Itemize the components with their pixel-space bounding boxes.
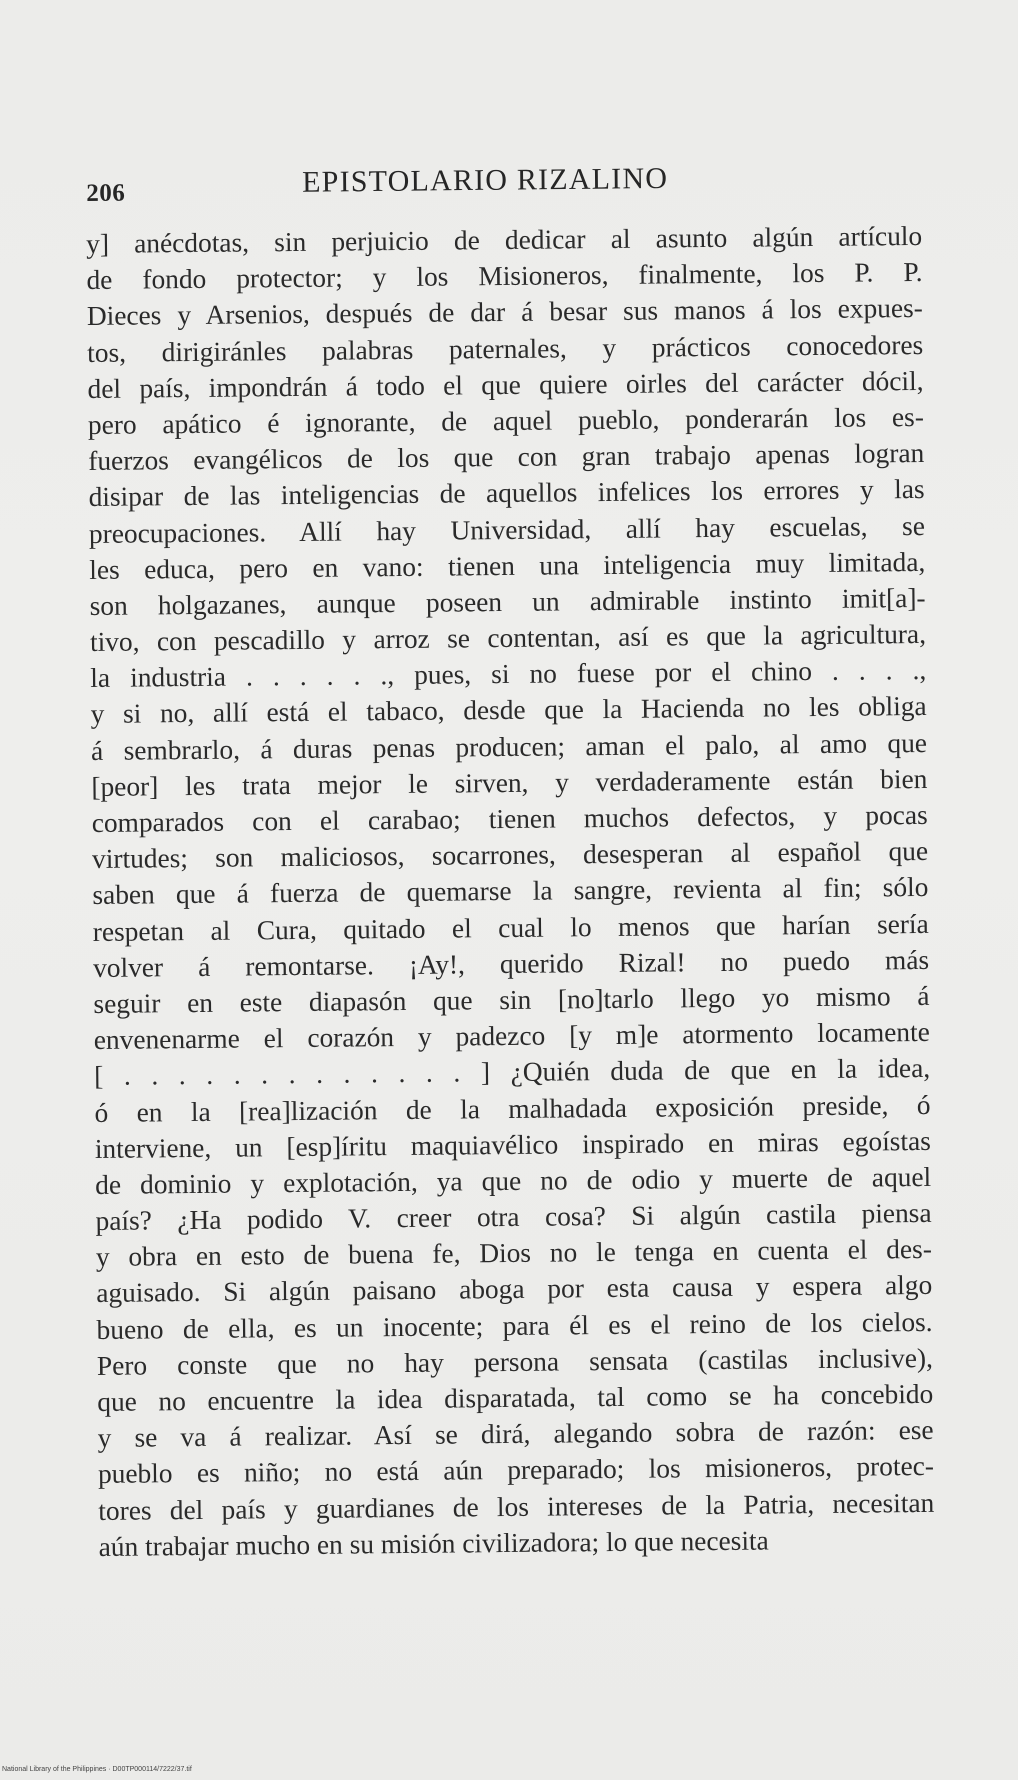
text-line: de fondo protector; y los Misioneros, finalmente, los P. P. (86, 257, 923, 296)
text-line: comparados con el carabao; tienen muchos defectos, y pocas (91, 799, 928, 838)
text-line: [peor] les trata mejor le sirven, y verdaderamente están bien (91, 763, 928, 802)
text-line: volver á remontarse. ¡Ay!, querido Rizal! no puedo más (92, 944, 930, 983)
text-line: país? ¿Ha podido V. creer otra cosa? Si algún castila piensa (95, 1197, 932, 1237)
text-line: bueno de ella, es un inocente; para él es el reino de los cielos. (96, 1306, 933, 1345)
scan-credit: National Library of the Philippines · D00TP000114/7222/37.tif (2, 1766, 192, 1773)
text-line: aún trabajar mucho en su misión civilizadora; lo que necesita (98, 1525, 769, 1562)
text-line: y se va á realizar. Así se dirá, alegando sobra de razón: ese (97, 1415, 934, 1454)
text-line: saben que á fuerza de quemarse la sangre, revienta al fin; sólo (92, 872, 929, 911)
text-line: tores del país y guardianes de los intereses de la Patria, necesitan (98, 1487, 935, 1526)
text-line: y] anécdotas, sin perjuicio de dedicar al asunto algún artículo (86, 220, 923, 259)
text-line: fuerzos evangélicos de los que con gran trabajo apenas logran (88, 438, 925, 477)
text-line: y si no, allí está el tabaco, desde que la Hacienda no les obliga (90, 691, 927, 730)
text-line: les educa, pero en vano: tienen una inteligencia muy limitada, (89, 546, 926, 585)
text-line: tos, dirigiránles palabras paternales, y prácticos conocedores (87, 329, 924, 368)
running-title: EPISTOLARIO RIZALINO (302, 161, 669, 199)
text-line: Pero conste que no hay persona sensata (castilas inclusive), (96, 1342, 934, 1381)
text-line: á sembrarlo, á duras penas producen; aman el palo, al amo que (90, 727, 928, 766)
text-line: interviene, un [esp]íritu maquiavélico inspirado en miras egoístas (94, 1125, 931, 1164)
text-line: envenenarme el corazón y padezco [y m]e atormento locamente (93, 1017, 930, 1056)
text-line: pueblo es niño; no está aún preparado; los misioneros, protec- (97, 1451, 935, 1490)
body-text (86, 218, 935, 1565)
text-line: ó en la [rea]lización de la malhadada exposición preside, ó (94, 1089, 931, 1128)
text-line: son holgazanes, aunque poseen un admirable instinto imit[a]- (89, 582, 926, 621)
page-number: 206 (86, 179, 126, 207)
page-header (86, 157, 916, 210)
text-line: preocupaciones. Allí hay Universidad, allí hay escuelas, se (88, 510, 926, 549)
text-line: respetan al Cura, quitado el cual lo menos que harían sería (92, 908, 929, 947)
text-line: virtudes; son maliciosos, socarrones, desesperan al español que (91, 836, 929, 875)
text-line: tivo, con pescadillo y arroz se contentan, así es que la agricultura, (89, 619, 927, 658)
text-line: [ . . . . . . . . . . . . . ] ¿Quién duda de que en la idea, (94, 1053, 931, 1092)
text-line: disipar de las inteligencias de aquellos infelices los errores y las (88, 474, 925, 513)
text-line: Dieces y Arsenios, después de dar á besar sus manos á los expues- (86, 293, 923, 332)
text-line: seguir en este diapasón que sin [no]tarlo llego yo mismo á (93, 980, 930, 1019)
text-line: aguisado. Si algún paisano aboga por esta causa y espera algo (96, 1270, 933, 1309)
text-line: del país, impondrán á todo el que quiere oirles del carácter dócil, (87, 365, 924, 404)
text-line: de dominio y explotación, ya que no de odio y muerte de aquel (95, 1161, 932, 1200)
text-line: la industria . . . . . ., pues, si no fuese por el chino . . . ., (90, 655, 927, 694)
text-line: pero apático é ignorante, de aquel pueblo, ponderarán los es- (87, 401, 925, 440)
text-line: y obra en esto de buena fe, Dios no le tenga en cuenta el des- (95, 1234, 933, 1273)
text-line: que no encuentre la idea disparatada, tal como se ha concebido (97, 1378, 934, 1417)
